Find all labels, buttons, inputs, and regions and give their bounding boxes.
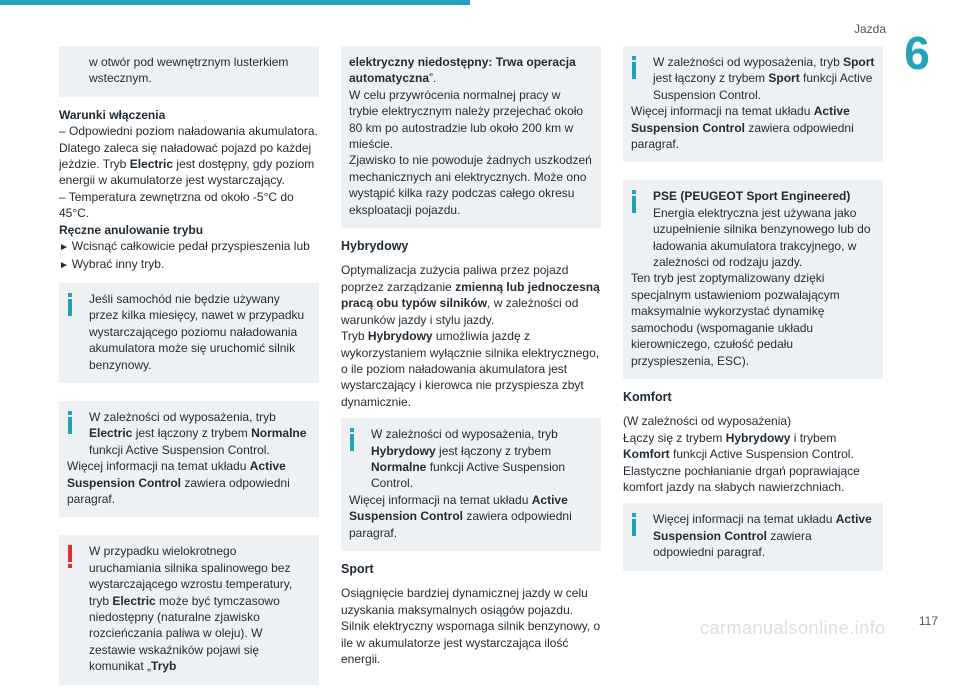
section-title-comfort: Komfort xyxy=(623,389,672,404)
warning-box-fuel-dilution: W przypadku wielokrotnego uruchamiania silnika spalinowego bez wystarczającego wzrostu temperatury, tryb Electric może być tymczasowo niedostępny (naturalne zjawisko rozcieńczania paliwa w oleju). W zestawie wskaźników pojawi się komunikat „Tryb xyxy=(59,535,319,684)
pse-title: PSE (PEUGEOT Sport Engineered) xyxy=(653,189,851,204)
info-box-unused-months: Jeśli samochód nie będzie używany przez kilka miesięcy, nawet w przypadku wystarczającego poziomu naładowania akumulatora może się uruchomić silnik benzynowy. xyxy=(59,283,319,383)
section-title-sport: Sport xyxy=(341,561,374,576)
column-1 xyxy=(59,46,319,695)
chapter-number: 6 xyxy=(904,27,930,79)
info-box-sport-suspension: W zależności od wyposażenia, tryb Sport jest łączony z trybem Sport funkcji Active Suspension Control. Więcej informacji na temat układu Active Suspension Control zawiera odpowiedni paragraf. xyxy=(623,46,883,162)
info-box-comfort-suspension: Więcej informacji na temat układu Active Suspension Control zawiera odpowiedni paragraf. xyxy=(623,503,883,570)
step-1: ► Wcisnąć całkowicie pedał przyspieszenia lub xyxy=(59,238,319,256)
hybrid-description: Optymalizacja zużycia paliwa przez pojazd poprzez zarządzanie zmienną lub jednoczesną pracą obu typów silników, w zależności od warunków jazdy i stylu jazdy. xyxy=(341,263,600,327)
column-3: W zależności od wyposażenia, tryb Sport jest łączony z trybem Sport funkcji Active Suspension Control. Więcej informacji na temat układu Active Suspension Control zawiera odpowiedni paragraf. PSE (PEUGEOT Sport Engineered) Energia elektryczna jest używana jako uzupełnienie silnika benzynowego lub do ładowania akumulatora trakcyjnego, w zależności od rodzaju jazdy. Ten tryb jest zoptymalizowany dzięki specjalnym ustawieniom pozwalającym maksymalnie wykorzystać dynamikę samochodu (wspomaganie układu kierowniczego, czułość pedału przyspieszenia, ESC). Komfort (W zależności od wyposażenia) Łączy się z trybem Hybrydowy i trybem Komfort funkcji Active Suspension Control. Elastyczne pochłanianie drgań poprawiające komfort jazdy na słabych nawierzchniach. Więcej informacji na temat układu Active Suspension Control zawiera odpowiedni paragraf. xyxy=(623,46,883,581)
info-icon xyxy=(68,293,72,316)
header-accent-bar xyxy=(0,0,470,5)
info-box-electric-suspension: W zależności od wyposażenia, tryb Electric jest łączony z trybem Normalne funkcji Active Suspension Control. Więcej informacji na temat układu Active Suspension Control zawiera odpowiedni paragraf. xyxy=(59,401,319,517)
conditions-section xyxy=(59,107,319,275)
info-icon xyxy=(350,428,354,451)
info-icon xyxy=(632,513,636,536)
page-number: 117 xyxy=(918,614,938,628)
sport-description: Osiągnięcie bardziej dynamicznej jazdy w celu uzyskania maksymalnych osiągów pojazdu. xyxy=(341,586,588,617)
note-box-continued: w otwór pod wewnętrznym lusterkiem wstecznym. xyxy=(59,46,319,97)
section-title-hybrid: Hybrydowy xyxy=(341,239,409,254)
warning-icon xyxy=(68,545,72,568)
hybrid-electric-only: Tryb Hybrydowy umożliwia jazdę z wykorzystaniem wyłącznie silnika elektrycznego, o ile poziom naładowania akumulatora jest wystarczający i kierowca nie przyspiesza zbyt dynamicznie. xyxy=(341,329,600,409)
info-box-pse: PSE (PEUGEOT Sport Engineered) Energia elektryczna jest używana jako uzupełnienie silnika benzynowego lub do ładowania akumulatora trakcyjnego, w zależności od rodzaju jazdy. Ten tryb jest zoptymalizowany dzięki specjalnym ustawieniom pozwalającym maksymalnie wykorzystać dynamikę samochodu (wspomaganie układu kierowniczego, czułość pedału przyspieszenia, ESC). xyxy=(623,180,883,378)
running-title: Jazda xyxy=(853,22,886,36)
info-box-hybrid-suspension: W zależności od wyposażenia, tryb Hybrydowy jest łączony z trybem Normalne funkcji Active Suspension Control. Więcej informacji na temat układu Active Suspension Control zawiera odpowiedni paragraf. xyxy=(341,418,601,551)
step-2: ► Wybrać inny tryb. xyxy=(59,256,319,274)
condition-3: – Temperatura zewnętrzna od około -5°C do 45°C. xyxy=(59,189,294,221)
info-icon xyxy=(632,56,636,79)
sport-electric-assist: Silnik elektryczny wspomaga silnik benzynowy, o ile w akumulatorze jest wystarczająca ilość energii. xyxy=(341,619,601,666)
condition-2: Dlatego zaleca się naładować pojazd po każdej jeżdzie. Tryb Electric jest dostępny, gdy poziom energii w akumulatorze jest wystarczający. xyxy=(59,140,315,188)
condition-1: – Odpowiedni poziom naładowania akumulatora. xyxy=(59,124,318,139)
info-icon xyxy=(68,411,72,434)
manual-cancel-title: Ręczne anulowanie trybu xyxy=(59,222,204,237)
watermark: carmanualsonline.info xyxy=(700,618,886,638)
column-2 xyxy=(341,46,601,667)
conditions-title: Warunki włączenia xyxy=(59,107,166,122)
info-icon xyxy=(632,190,636,213)
warning-box-continued: elektryczny niedostępny: Trwa operacja automatyczna”. W celu przywrócenia normalnej pracy w trybie elektrycznym należy przejechać około 80 km po autostradzie lub około 200 km w mieście. Zjawisko to nie powoduje żadnych uszkodzeń mechanicznych ani elektrycznych. Może ono wystąpić kilka razy podczas całego okresu eksploatacji pojazdu. xyxy=(341,46,601,228)
